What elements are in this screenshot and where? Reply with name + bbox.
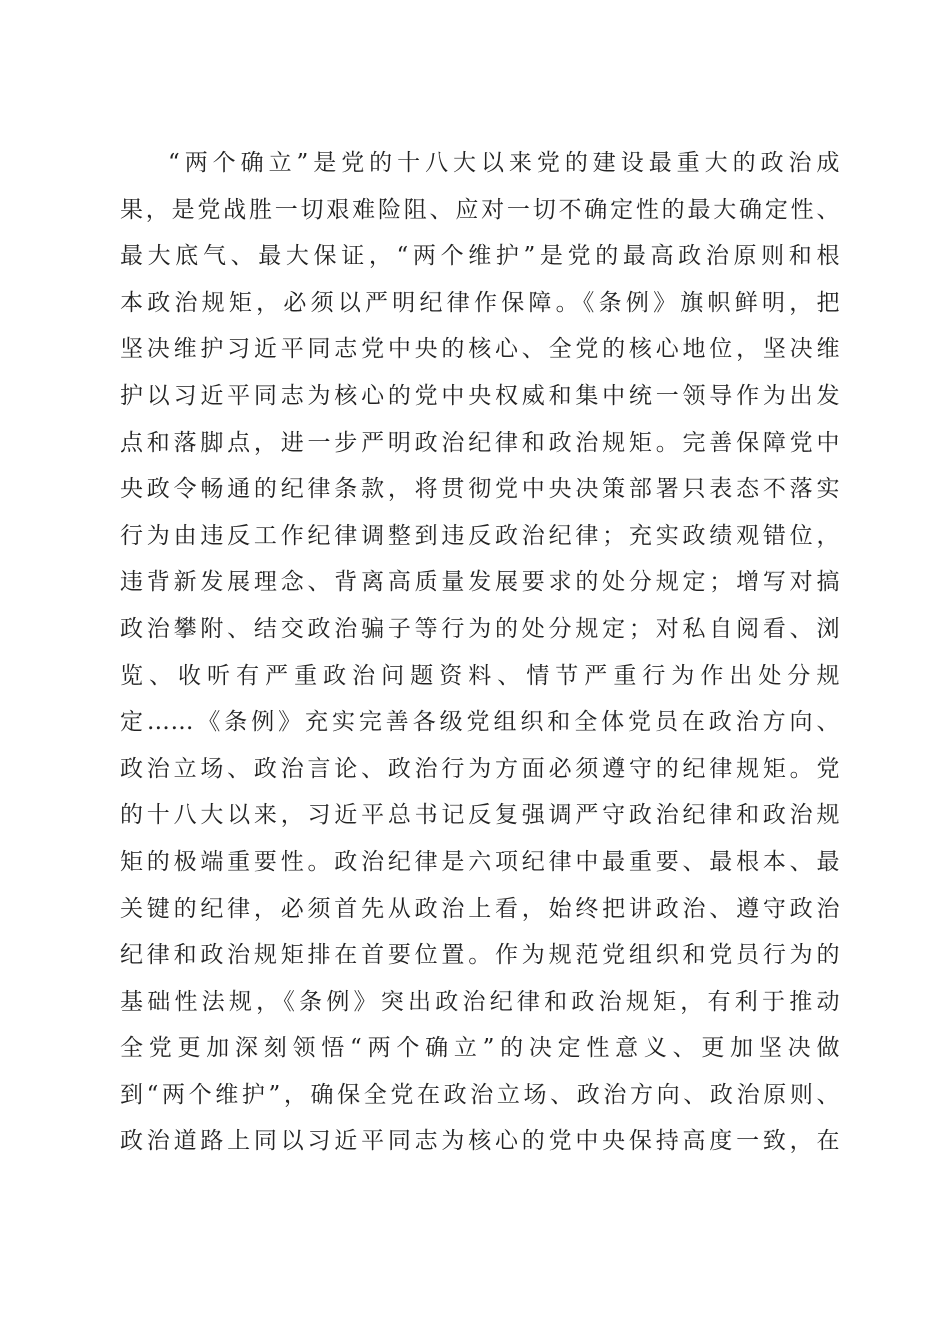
paragraph-line: 果，是党战胜一切艰难险阻、应对一切不确定性的最大确定性、 xyxy=(120,196,840,223)
paragraph-line: 护以习近平同志为核心的党中央权威和集中统一领导作为出发 xyxy=(120,382,840,409)
paragraph-line: 点和落脚点，进一步严明政治纪律和政治规矩。完善保障党中 xyxy=(120,429,840,456)
paragraph-line: 政治攀附、结交政治骗子等行为的处分规定；对私自阅看、浏 xyxy=(120,615,840,642)
paragraph-line: 到“两个维护”，确保全党在政治立场、政治方向、政治原则、 xyxy=(120,1081,840,1108)
paragraph-line: 的十八大以来，习近平总书记反复强调严守政治纪律和政治规 xyxy=(120,802,840,829)
paragraph-line: 政治道路上同以习近平同志为核心的党中央保持高度一致，在 xyxy=(120,1128,840,1155)
paragraph-line: 纪律和政治规矩排在首要位置。作为规范党组织和党员行为的 xyxy=(120,942,840,969)
paragraph-line: 行为由违反工作纪律调整到违反政治纪律；充实政绩观错位， xyxy=(120,522,840,549)
paragraph-line: 最大底气、最大保证，“两个维护”是党的最高政治原则和根 xyxy=(120,243,840,270)
paragraph-line: 央政令畅通的纪律条款，将贯彻党中央决策部署只表态不落实 xyxy=(120,476,840,503)
paragraph-line: 违背新发展理念、背离高质量发展要求的处分规定；增写对搞 xyxy=(120,569,840,596)
paragraph-line: 定……《条例》充实完善各级党组织和全体党员在政治方向、 xyxy=(120,709,840,736)
paragraph-line: 坚决维护习近平同志党中央的核心、全党的核心地位，坚决维 xyxy=(120,336,840,363)
paragraph-line: 基础性法规，《条例》突出政治纪律和政治规矩，有利于推动 xyxy=(120,988,840,1015)
paragraph-line: 本政治规矩，必须以严明纪律作保障。《条例》旗帜鲜明，把 xyxy=(120,289,840,316)
paragraph-line: 矩的极端重要性。政治纪律是六项纪律中最重要、最根本、最 xyxy=(120,848,840,875)
paragraph-line: “两个确立”是党的十八大以来党的建设最重大的政治成 xyxy=(168,150,840,176)
paragraph-line: 全党更加深刻领悟“两个确立”的决定性意义、更加坚决做 xyxy=(120,1035,840,1062)
paragraph-line: 政治立场、政治言论、政治行为方面必须遵守的纪律规矩。党 xyxy=(120,755,840,782)
paragraph-line: 关键的纪律，必须首先从政治上看，始终把讲政治、遵守政治 xyxy=(120,895,840,922)
paragraph-line: 览、收听有严重政治问题资料、情节严重行为作出处分规 xyxy=(120,662,840,689)
body-paragraph xyxy=(120,140,840,1165)
